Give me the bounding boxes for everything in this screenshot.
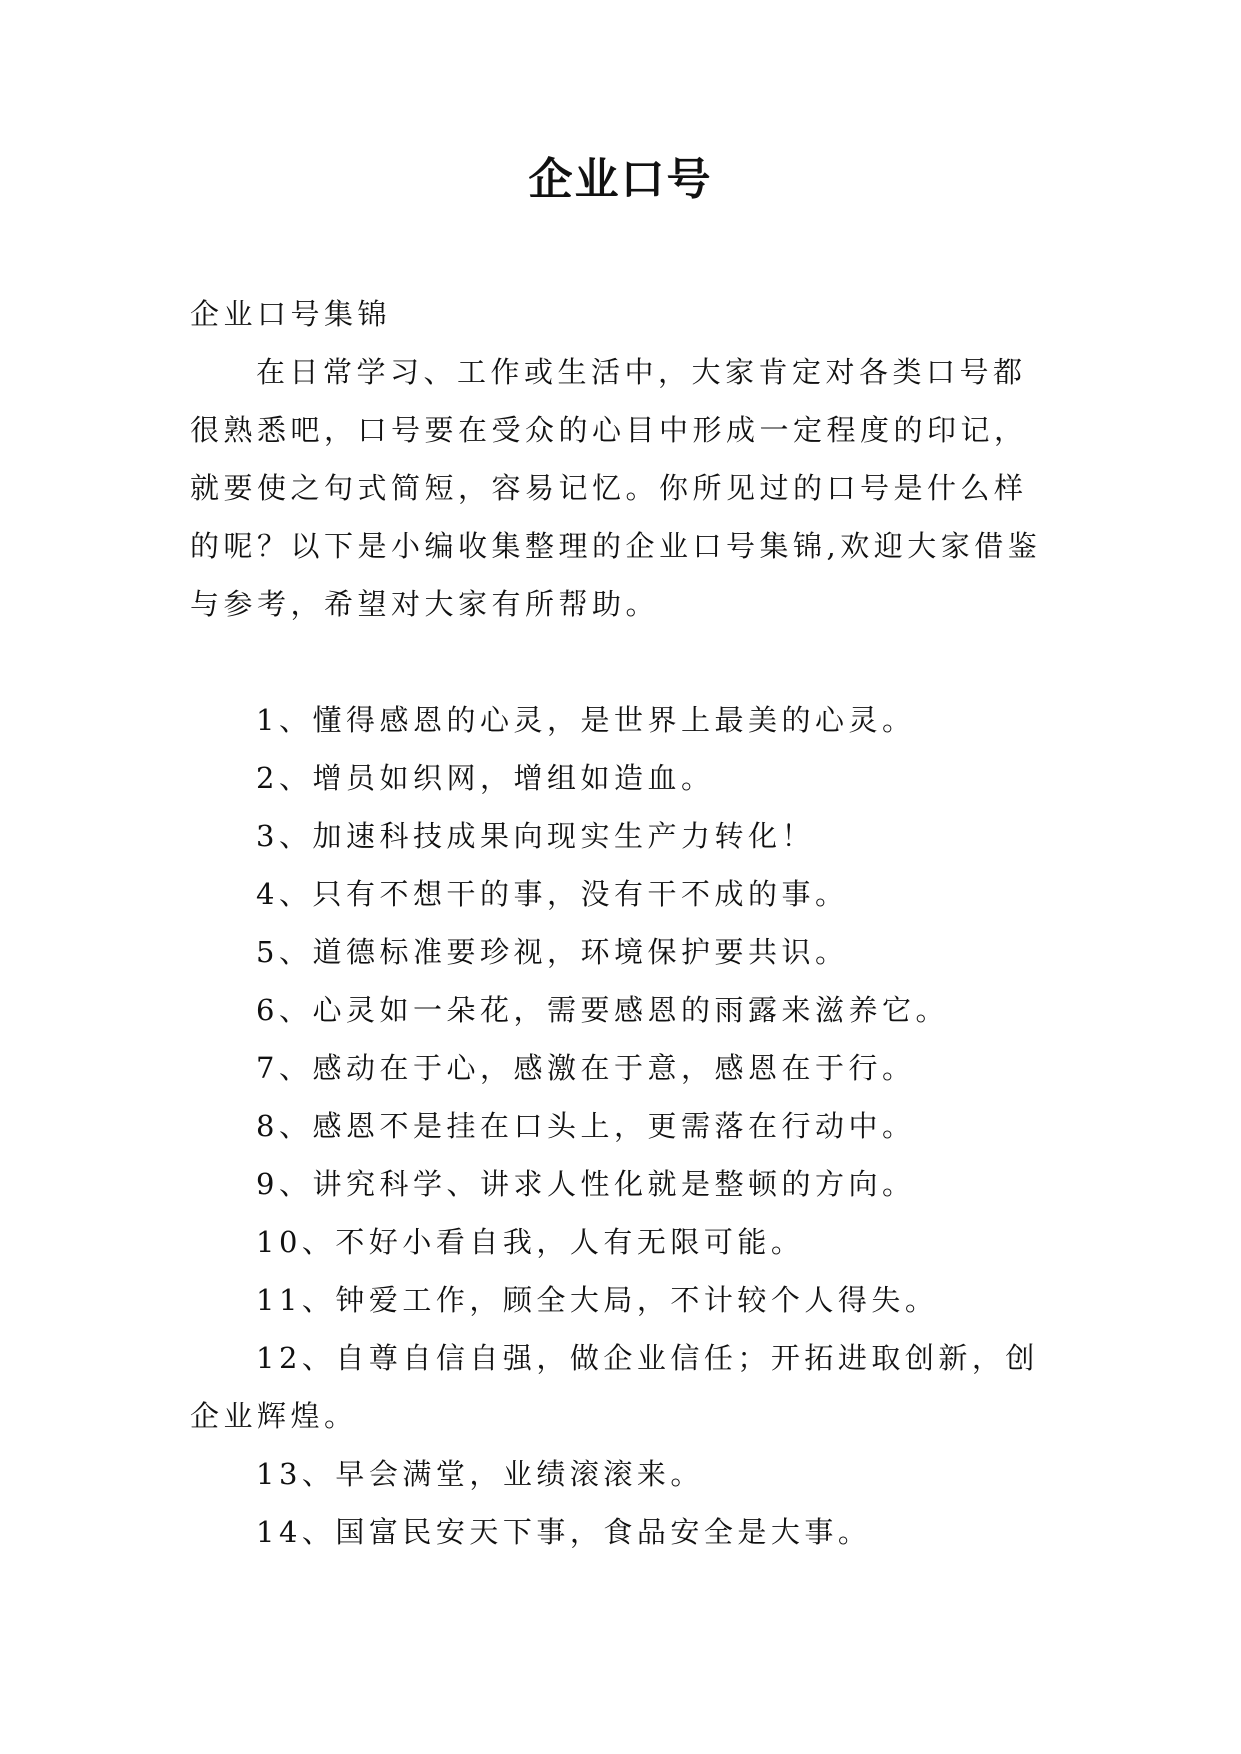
list-item: 14、国富民安天下事，食品安全是大事。 [256,1515,872,1549]
list-item: 11、钟爱工作，顾全大局，不计较个人得失。 [256,1283,939,1317]
list-item: 4、只有不想干的事，没有干不成的事。 [256,877,849,911]
list-item: 2、增员如织网，增组如造血。 [256,761,715,795]
list-item: 7、感动在于心，感激在于意，感恩在于行。 [256,1051,916,1085]
list-item: 13、早会满堂，业绩滚滚来。 [256,1457,704,1491]
list-item: 12、自尊自信自强，做企业信任；开拓进取创新，创企业辉煌。 [190,1341,1039,1433]
page-title: 企业口号 [528,154,713,205]
list-item: 9、讲究科学、讲求人性化就是整顿的方向。 [256,1167,916,1201]
slogan-list [190,691,1052,1561]
list-item: 6、心灵如一朵花，需要感恩的雨露来滋养它。 [256,993,949,1027]
document-body [190,285,1052,1561]
section-subtitle: 企业口号集锦 [190,297,392,331]
list-item: 5、道德标准要珍视，环境保护要共识。 [256,935,849,969]
intro-paragraph: 在日常学习、工作或生活中，大家肯定对各类口号都很熟悉吧，口号要在受众的心目中形成一定程度的印记，就要使之句式简短，容易记忆。你所见过的口号是什么样的呢？以下是小编收集整理的企业口号集锦,欢迎大家借鉴与参考，希望对大家有所帮助。 [190,355,1042,621]
list-item: 10、不好小看自我，人有无限可能。 [256,1225,805,1259]
list-item: 1、懂得感恩的心灵，是世界上最美的心灵。 [256,703,916,737]
list-item: 3、加速科技成果向现实生产力转化！ [256,819,815,853]
list-item: 8、感恩不是挂在口头上，更需落在行动中。 [256,1109,916,1143]
paragraph-spacer [190,633,1052,691]
